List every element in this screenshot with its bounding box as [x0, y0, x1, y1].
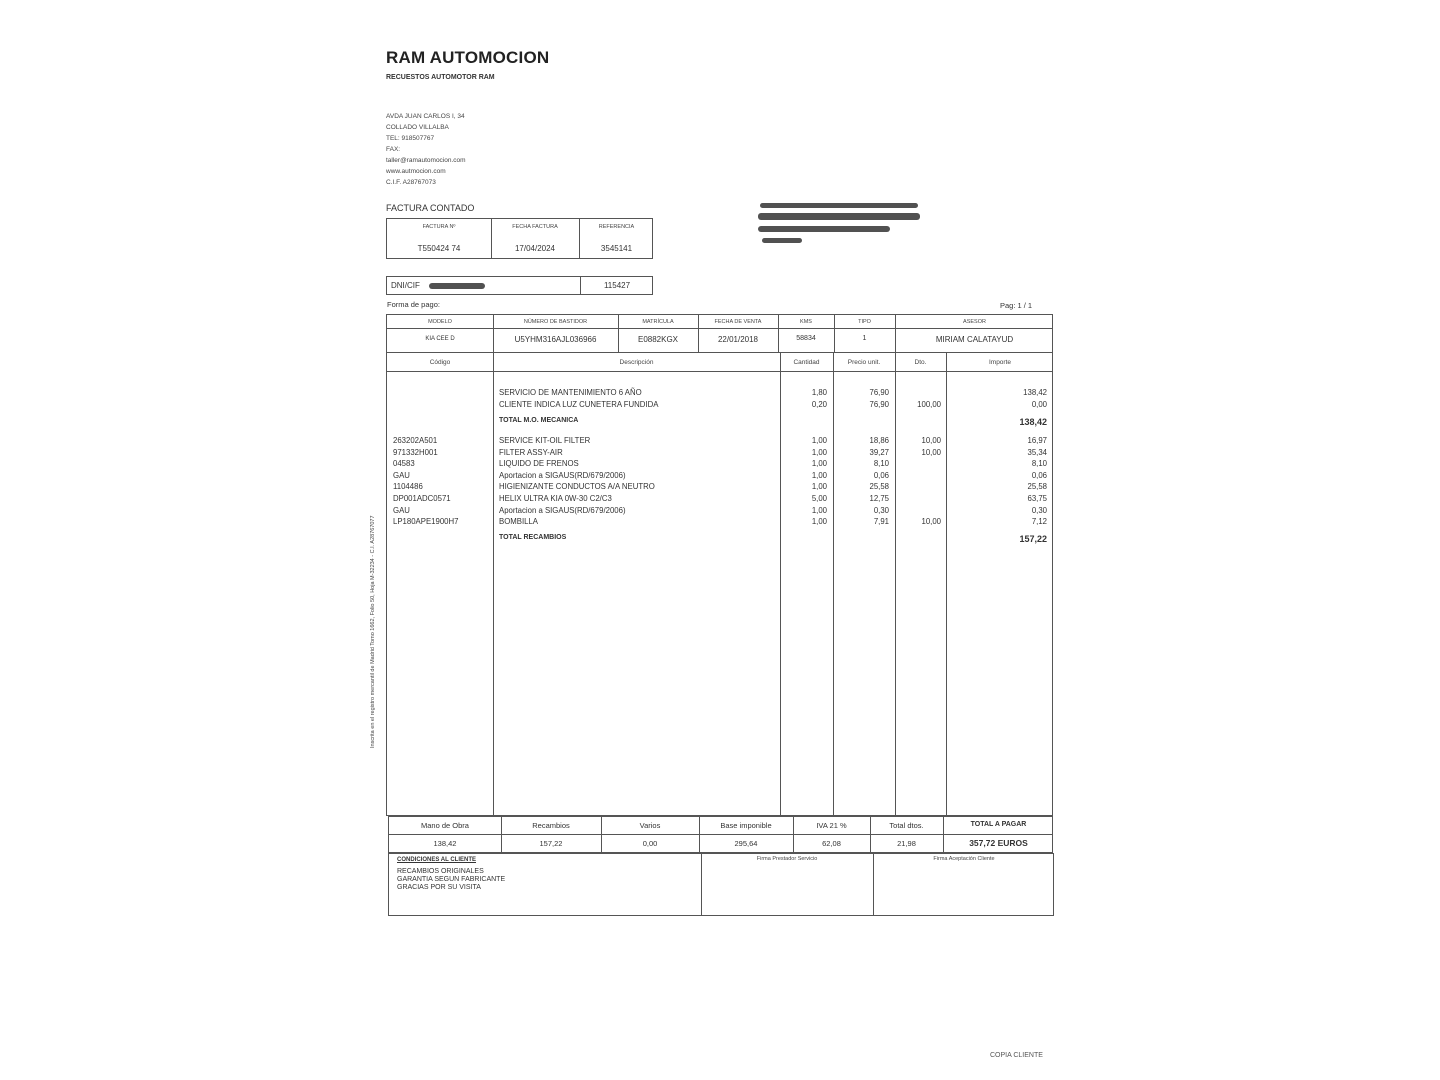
parts-subtotal: 157,22 — [539, 839, 563, 848]
address-line: COLLADO VILLALBA — [386, 124, 449, 131]
labour-total: 138,42 — [1019, 417, 1047, 427]
parts-codes — [393, 435, 458, 528]
line-discount — [895, 493, 941, 505]
line-discount — [895, 458, 941, 470]
advisor-label: ASESOR — [963, 319, 986, 325]
part-code: 971332H001 — [393, 447, 438, 457]
vehicle-plate: E0882KGX — [637, 335, 679, 344]
parts-total-label: TOTAL RECAMBIOS — [499, 534, 567, 541]
line-discount — [895, 481, 941, 493]
col-unit-price: Precio unit. — [847, 359, 881, 366]
labour-subtotal-label: Mano de Obra — [421, 821, 469, 830]
vehicle-kms: 58834 — [796, 335, 816, 342]
col-quantity: Cantidad — [793, 359, 820, 366]
line-amount: 16,97 — [1027, 436, 1047, 445]
address-line: TEL: 918507767 — [386, 135, 435, 142]
vehicle-sale-date: 22/01/2018 — [717, 335, 759, 344]
line-quantity: 1,00 — [811, 470, 827, 480]
invoice-number-label: FACTURA Nº — [422, 224, 456, 230]
line-description: SERVICE KIT-OIL FILTER — [499, 436, 591, 445]
parts-descriptions — [499, 435, 655, 528]
line-unit-price: 39,27 — [869, 447, 889, 457]
workshop-signature-label: Firma Prestador Servicio — [756, 856, 818, 862]
invoice-lines-table — [386, 314, 1053, 816]
company-address — [386, 111, 466, 188]
address-line: AVDA JUAN CARLOS I, 34 — [386, 113, 465, 120]
line-unit-price: 76,90 — [869, 399, 889, 409]
line-quantity: 1,00 — [811, 459, 827, 469]
line-discount — [895, 505, 941, 517]
labour-discounts — [895, 387, 941, 410]
client-signature-label: Firma Aceptación Cliente — [933, 856, 995, 862]
part-code: 1104486 — [393, 482, 423, 492]
address-line: FAX: — [386, 146, 401, 153]
misc-subtotal-label: Varios — [639, 821, 661, 830]
labour-total-label: TOTAL M.O. MECANICA — [499, 417, 579, 424]
line-amount: 63,75 — [1027, 493, 1047, 503]
conditions-list — [397, 868, 505, 892]
labour-descriptions — [499, 387, 658, 410]
line-unit-price: 7,91 — [873, 517, 889, 527]
labour-amounts — [946, 387, 1047, 410]
line-quantity: 1,00 — [811, 436, 827, 445]
line-amount: 138,42 — [1023, 388, 1047, 397]
line-amount: 0,30 — [1031, 505, 1047, 515]
invoice-number: T550424 74 — [417, 244, 461, 253]
sale-date-label: FECHA DE VENTA — [714, 319, 762, 325]
redacted-customer-address — [758, 213, 920, 220]
line-amount: 0,06 — [1031, 470, 1047, 480]
page-number: Pag: 1 / 1 — [1000, 301, 1033, 310]
payment-method-label: Forma de pago: — [387, 300, 440, 309]
total-to-pay-label: TOTAL A PAGAR — [970, 821, 1027, 828]
col-discount: Dto. — [914, 359, 927, 366]
line-amount: 25,58 — [1027, 482, 1047, 492]
line-quantity: 1,00 — [811, 517, 827, 527]
address-line: www.autmocion.com — [386, 168, 446, 175]
condition-line: RECAMBIOS ORIGINALES — [397, 868, 484, 875]
line-description: HIGIENIZANTE CONDUCTOS A/A NEUTRO — [499, 482, 655, 492]
vat-amount: 62,08 — [822, 839, 841, 848]
line-discount: 100,00 — [917, 399, 941, 409]
total-discounts-label: Total dtos. — [889, 821, 924, 830]
model-label: MODELO — [428, 319, 452, 325]
parts-prices — [833, 435, 889, 528]
parts-discounts — [895, 435, 941, 528]
registry-legal-text: Inscrita en el registro mercantil de Madrid Tomo 1662, Folio 50, Hoja M-32234 - C.I. A28767077 — [370, 515, 376, 748]
col-description: Descripción — [619, 359, 654, 366]
labour-subtotal: 138,42 — [433, 839, 457, 848]
line-unit-price: 12,75 — [869, 493, 889, 503]
labour-prices — [833, 387, 889, 410]
vin-label: NÚMERO DE BASTIDOR — [523, 319, 588, 325]
parts-amounts — [946, 435, 1047, 528]
line-amount: 0,00 — [1031, 399, 1047, 409]
invoice-date-label: FECHA FACTURA — [512, 224, 558, 230]
reference-label: REFERENCIA — [598, 224, 635, 230]
part-code: LP180APE1900H7 — [393, 517, 459, 527]
company-name: RAM AUTOMOCION — [386, 48, 550, 67]
line-description: Aportacion a SIGAUS(RD/679/2006) — [499, 470, 626, 480]
col-amount: Importe — [988, 359, 1012, 366]
total-to-pay: 357,72 EUROS — [969, 838, 1028, 848]
line-amount: 7,12 — [1031, 517, 1047, 527]
line-description: Aportacion a SIGAUS(RD/679/2006) — [499, 505, 626, 515]
line-discount: 10,00 — [921, 447, 941, 457]
type-label: TIPO — [858, 319, 871, 325]
line-discount — [895, 387, 941, 399]
company-subtitle: RECUESTOS AUTOMOTOR RAM — [386, 74, 495, 81]
line-amount: 35,34 — [1027, 447, 1047, 457]
line-description: HELIX ULTRA KIA 0W-30 C2/C3 — [499, 493, 612, 503]
vehicle-vin: U5YHM316AJL036966 — [514, 335, 597, 344]
part-code: 263202A501 — [393, 436, 438, 445]
line-unit-price: 25,58 — [869, 482, 889, 492]
conditions-title: CONDICIONES AL CLIENTE — [397, 857, 477, 863]
footer-box — [388, 853, 1054, 916]
parts-subtotal-label: Recambios — [532, 821, 570, 830]
kms-label: KMS — [800, 319, 812, 325]
condition-line: GRACIAS POR SU VISITA — [397, 884, 481, 891]
line-unit-price: 8,10 — [873, 459, 889, 469]
line-quantity: 1,80 — [811, 388, 827, 397]
totals-table — [388, 816, 1053, 853]
labour-quantities — [780, 387, 827, 410]
line-unit-price: 0,30 — [873, 505, 889, 515]
total-discounts: 21,98 — [897, 839, 916, 848]
line-discount — [895, 470, 941, 482]
vat-label: IVA 21 % — [816, 821, 847, 830]
address-line: taller@ramautomocion.com — [386, 157, 466, 164]
redacted-customer-address — [758, 226, 890, 232]
invoice-date: 17/04/2024 — [514, 244, 556, 253]
condition-line: GARANTIA SEGUN FABRICANTE — [397, 876, 506, 883]
line-quantity: 1,00 — [811, 447, 827, 457]
line-description: LIQUIDO DE FRENOS — [499, 459, 579, 469]
client-id-box — [386, 276, 653, 295]
copy-label: COPIA CLIENTE — [990, 1052, 1043, 1059]
invoice-info-box — [386, 218, 653, 259]
vehicle-model: KIA CEE D — [425, 336, 455, 342]
redacted-dni — [429, 283, 485, 289]
vehicle-type: 1 — [862, 335, 867, 342]
reference-value: 3545141 — [600, 244, 633, 253]
line-description: CLIENTE INDICA LUZ CUNETERA FUNDIDA — [499, 399, 659, 409]
redacted-customer-city — [762, 238, 802, 243]
line-quantity: 5,00 — [811, 493, 827, 503]
line-unit-price: 18,86 — [869, 436, 889, 445]
line-discount: 10,00 — [921, 517, 941, 527]
line-amount: 8,10 — [1031, 459, 1047, 469]
part-code: GAU — [393, 505, 410, 515]
line-unit-price: 76,90 — [869, 388, 889, 397]
line-quantity: 1,00 — [811, 505, 827, 515]
dni-label: DNI/CIF — [391, 281, 420, 290]
address-line: C.I.F. A28767073 — [386, 179, 436, 186]
line-description: BOMBILLA — [499, 517, 538, 527]
vehicle-advisor: MIRIAM CALATAYUD — [935, 335, 1014, 344]
parts-total: 157,22 — [1019, 534, 1047, 544]
line-quantity: 1,00 — [811, 482, 827, 492]
part-code: DP001ADC0571 — [393, 493, 451, 503]
parts-quantities — [780, 435, 827, 528]
line-discount: 10,00 — [921, 436, 941, 445]
document-type: FACTURA CONTADO — [386, 203, 475, 213]
taxable-base: 295,64 — [734, 839, 758, 848]
part-code: 04583 — [393, 459, 415, 469]
taxable-base-label: Base imponible — [720, 821, 772, 830]
redacted-customer-name — [760, 203, 918, 208]
line-description: FILTER ASSY-AIR — [499, 447, 563, 457]
line-quantity: 0,20 — [811, 399, 827, 409]
part-code: GAU — [393, 470, 410, 480]
client-number: 115427 — [603, 281, 631, 290]
line-unit-price: 0,06 — [873, 470, 889, 480]
col-code: Código — [429, 359, 451, 366]
misc-subtotal: 0,00 — [642, 839, 658, 848]
line-description: SERVICIO DE MANTENIMIENTO 6 AÑO — [499, 388, 642, 397]
plate-label: MATRÍCULA — [642, 319, 674, 325]
